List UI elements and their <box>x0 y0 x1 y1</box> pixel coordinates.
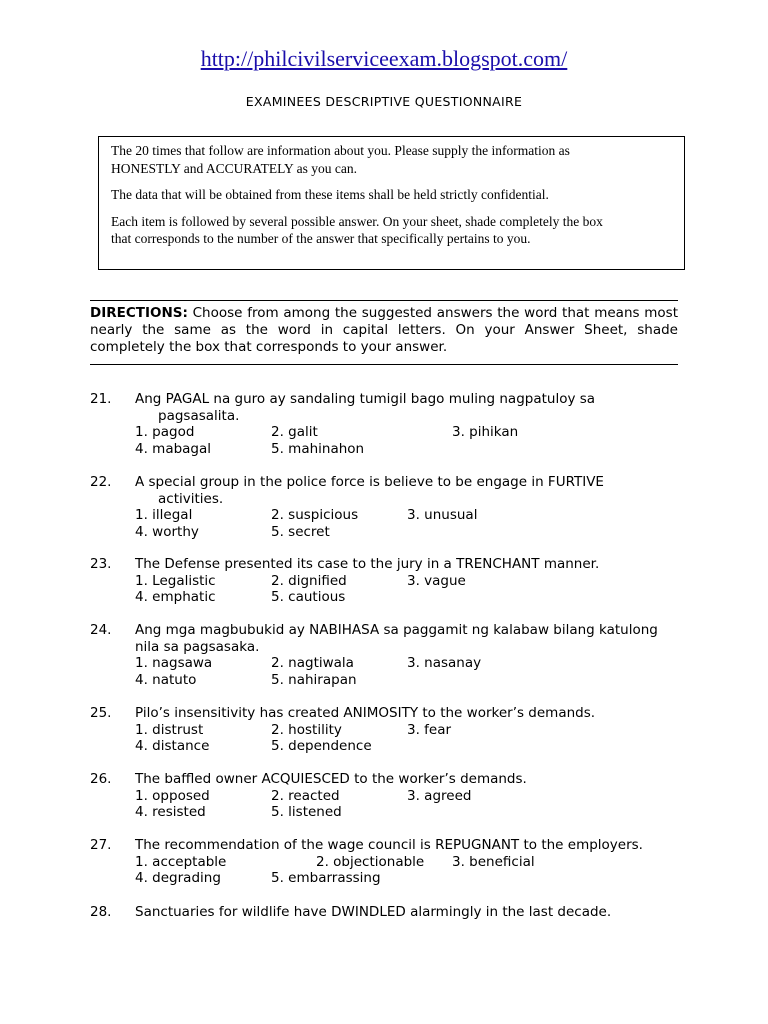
directions-text: Choose from among the suggested answers the word that means most nearly the same as the word in capital letters. On your Answer Sheet, shade completely the box that corresponds to your answer. <box>90 305 678 355</box>
question-stem-continued: activities. <box>158 490 224 507</box>
info-paragraph-3: Each item is followed by several possible answer. On your sheet, shade completely the box that corresponds to the number of the answer that specifically pertains to you. <box>111 213 603 246</box>
page-title: EXAMINEES DESCRIPTIVE QUESTIONNAIRE <box>245 94 523 109</box>
option-1: 1. pagod <box>135 424 195 441</box>
option-2: 2. galit <box>271 424 318 441</box>
option-3: 3. nasanay <box>407 655 482 672</box>
option-1: 1. illegal <box>135 507 193 524</box>
option-4: 4. natuto <box>135 671 197 688</box>
option-2: 2. hostility <box>271 721 342 738</box>
question-stem: The recommendation of the wage council is REPUGNANT to the employers. <box>135 837 643 853</box>
option-4: 4. mabagal <box>135 440 212 457</box>
directions-top-rule <box>90 300 678 301</box>
option-5: 5. listened <box>271 804 342 821</box>
question-stem-line-2: nila sa pagsasaka. <box>135 638 260 655</box>
option-5: 5. secret <box>271 523 330 540</box>
question-23 <box>90 556 678 606</box>
option-4: 4. emphatic <box>135 589 216 606</box>
directions-label: DIRECTIONS: <box>90 305 188 321</box>
question-stem: Ang PAGAL na guro ay sandaling tumigil bago muling nagpatuloy sa <box>135 391 596 407</box>
option-2: 2. nagtiwala <box>271 655 354 672</box>
question-number: 22. <box>90 474 112 490</box>
info-paragraph-1: The 20 times that follow are information about you. Please supply the information as HONESTLY and ACCURATELY as you can. <box>111 143 570 176</box>
question-number: 24. <box>90 622 112 638</box>
info-paragraph-2: The data that will be obtained from these items shall be held strictly confidential. <box>111 187 549 202</box>
question-stem-continued: pagsasalita. <box>158 407 240 424</box>
option-5: 5. mahinahon <box>271 440 365 457</box>
option-1: 1. Legalistic <box>135 572 216 589</box>
question-26 <box>90 771 678 821</box>
option-3: 3. agreed <box>407 787 472 804</box>
question-number: 23. <box>90 556 112 572</box>
option-2: 2. reacted <box>271 787 340 804</box>
question-stem: Pilo’s insensitivity has created ANIMOSITY to the worker’s demands. <box>135 705 596 721</box>
question-number: 21. <box>90 391 112 407</box>
question-stem: A special group in the police force is believe to be engage in FURTIVE <box>135 474 604 490</box>
option-4: 4. resisted <box>135 804 206 821</box>
question-25 <box>90 705 678 755</box>
question-stem: Sanctuaries for wildlife have DWINDLED alarmingly in the last decade. <box>135 904 612 920</box>
option-5: 5. cautious <box>271 589 346 606</box>
option-4: 4. worthy <box>135 523 199 540</box>
option-1: 1. nagsawa <box>135 655 213 672</box>
option-4: 4. distance <box>135 738 210 755</box>
option-5: 5. embarrassing <box>271 870 381 887</box>
question-stem: Ang mga magbubukid ay NABIHASA sa paggamit ng kalabaw bilang katulong <box>135 622 658 638</box>
question-number: 25. <box>90 705 112 721</box>
option-3: 3. unusual <box>407 507 478 524</box>
question-stem: The Defense presented its case to the jury in a TRENCHANT manner. <box>135 556 600 572</box>
option-3: 3. pihikan <box>452 424 519 441</box>
question-27 <box>90 837 678 887</box>
question-22 <box>90 474 678 540</box>
option-3: 3. beneficial <box>452 853 535 870</box>
question-number: 26. <box>90 771 112 787</box>
option-1: 1. opposed <box>135 787 210 804</box>
question-24 <box>90 622 678 688</box>
option-2: 2. suspicious <box>271 507 359 524</box>
option-4: 4. degrading <box>135 870 221 887</box>
question-stem: The baffled owner ACQUIESCED to the worker’s demands. <box>135 771 527 787</box>
question-number: 28. <box>90 904 112 920</box>
directions-block <box>90 305 678 356</box>
directions-bottom-rule <box>90 364 678 365</box>
question-28 <box>90 904 678 921</box>
option-2: 2. objectionable <box>316 853 425 870</box>
header-url-link[interactable]: http://philcivilserviceexam.blogspot.com/ <box>200 46 568 71</box>
option-1: 1. distrust <box>135 721 204 738</box>
option-5: 5. nahirapan <box>271 671 357 688</box>
option-2: 2. dignified <box>271 572 347 589</box>
option-1: 1. acceptable <box>135 853 227 870</box>
option-3: 3. fear <box>407 721 452 738</box>
question-number: 27. <box>90 837 112 853</box>
option-3: 3. vague <box>407 572 466 589</box>
question-21 <box>90 391 678 457</box>
option-5: 5. dependence <box>271 738 372 755</box>
info-box <box>98 136 685 270</box>
